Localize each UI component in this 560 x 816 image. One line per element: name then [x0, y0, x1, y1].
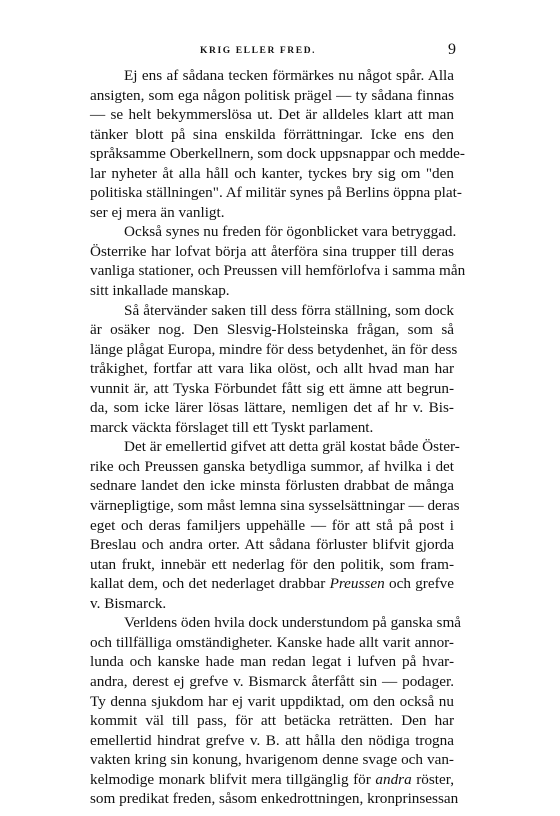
text-line: da, som icke lärer lösas lättare, nemligen det af hr v. Bis- — [90, 399, 454, 417]
text-line: — se helt bekymmerslösa ut. Det är alldeles klart att man — [90, 106, 454, 124]
paragraph — [54, 437, 460, 613]
line-text: och grefve — [384, 575, 454, 593]
text-line: Österrike har lofvat börja att återföra sina trupper till deras — [90, 242, 454, 260]
text-line: vanliga stationer, och Preussen vill hemförlofva i samma mån — [90, 262, 466, 280]
text-line: lunda och kanske hade man redan legat i lufven på hvar- — [90, 653, 454, 671]
line-text: röster, — [411, 770, 454, 788]
text-line: marck väckta förslaget till ett Tyskt parlament. — [90, 418, 374, 436]
paragraph — [54, 301, 458, 438]
text-line: ansigten, som ega någon politisk prägel — ty sådana finnas — [90, 86, 454, 104]
text-line: länge plågat Europa, mindre för dess betydenhet, än för dess — [90, 340, 458, 358]
text-line: eget och deras familjers uppehälle — för att stå på post i — [90, 516, 454, 534]
text-line-with-italic — [54, 770, 454, 790]
text-line: utan frukt, innebär ett nederlag för den politik, som fram- — [90, 555, 454, 573]
paragraph — [54, 613, 462, 808]
text-line: kommit väl till pass, för att betäcka reträtten. Den har — [90, 712, 454, 730]
line-text: kallat dem, och det nederlaget drabbar — [90, 575, 330, 593]
text-line: och tillfälliga omständigheter. Kanske hade allt varit annor- — [90, 633, 454, 651]
running-title: KRIG ELLER FRED. — [200, 46, 317, 56]
page-number: 9 — [448, 41, 456, 58]
text-line: sednare landet den icke minsta förlusten drabbat de många — [90, 477, 454, 495]
text-line: är osäker nog. Den Slesvig-Holsteinska frågan, som så — [90, 321, 454, 339]
paragraph — [54, 222, 466, 300]
text-line: v. Bismarck. — [90, 594, 167, 612]
italic-word: andra — [375, 770, 412, 788]
text-line: Så återvänder saken till dess förra ställning, som dock — [124, 301, 454, 319]
text-line: som predikat freden, såsom enkedrottningen, kronprinsessan — [90, 790, 459, 808]
paragraph — [54, 66, 465, 222]
text-line: politiska ställningen". Af militär synes på Berlins öppna plat- — [90, 184, 462, 202]
text-line: ser ej mera än vanligt. — [90, 203, 225, 221]
text-line: Ty denna sjukdom har ej varit uppdiktad, om den också nu — [90, 692, 454, 710]
text-line: Också synes nu freden för ögonblicket vara betryggad. — [124, 223, 457, 241]
body-text — [54, 66, 466, 809]
text-line: vunnit är, att Tyska Förbundet fått sig ett ämne att begrun- — [90, 379, 454, 397]
text-line: tänker blott på sina enskilda förrättningar. Icke ens den — [90, 125, 454, 143]
text-line: andra, derest ej grefve v. Bismarck återfått sin — podager. — [90, 672, 454, 690]
text-line: värnepligtige, som måst lemna sina sysselsättningar — deras — [90, 497, 460, 515]
text-line: språksamme Oberkellnern, som dock uppsnappar och medde- — [90, 145, 465, 163]
text-line: tråkighet, fortfar att vara lika olöst, och allt hvad man har — [90, 360, 454, 378]
line-text: kelmodige monark blifvit mera tillgänglig för — [90, 770, 376, 788]
text-line: Ej ens af sådana tecken förmärkes nu något spår. Alla — [124, 67, 454, 84]
text-line-with-italic — [54, 574, 454, 594]
text-line: rike och Preussen ganska betydliga summor, af hvilka i det — [90, 457, 454, 475]
text-line: Det är emellertid gifvet att detta gräl kostat både Öster- — [124, 438, 460, 456]
text-line: lar nyheter åt alla håll och kanter, tyckes bry sig om "den — [90, 164, 454, 182]
text-line: Breslau och andra orter. Att sådana förluster blifvit gjorda — [90, 536, 454, 554]
text-line: vakten kring sin konung, hvarigenom denne svage och van- — [90, 751, 454, 769]
page-header — [54, 41, 454, 63]
italic-word: Preussen — [329, 575, 385, 593]
text-line: sitt inkallade manskap. — [90, 282, 230, 300]
text-line: Verldens öden hvila dock understundom på ganska små — [124, 614, 462, 632]
text-line: emellertid hindrat grefve v. B. att hålla den nödiga trogna — [90, 731, 454, 749]
